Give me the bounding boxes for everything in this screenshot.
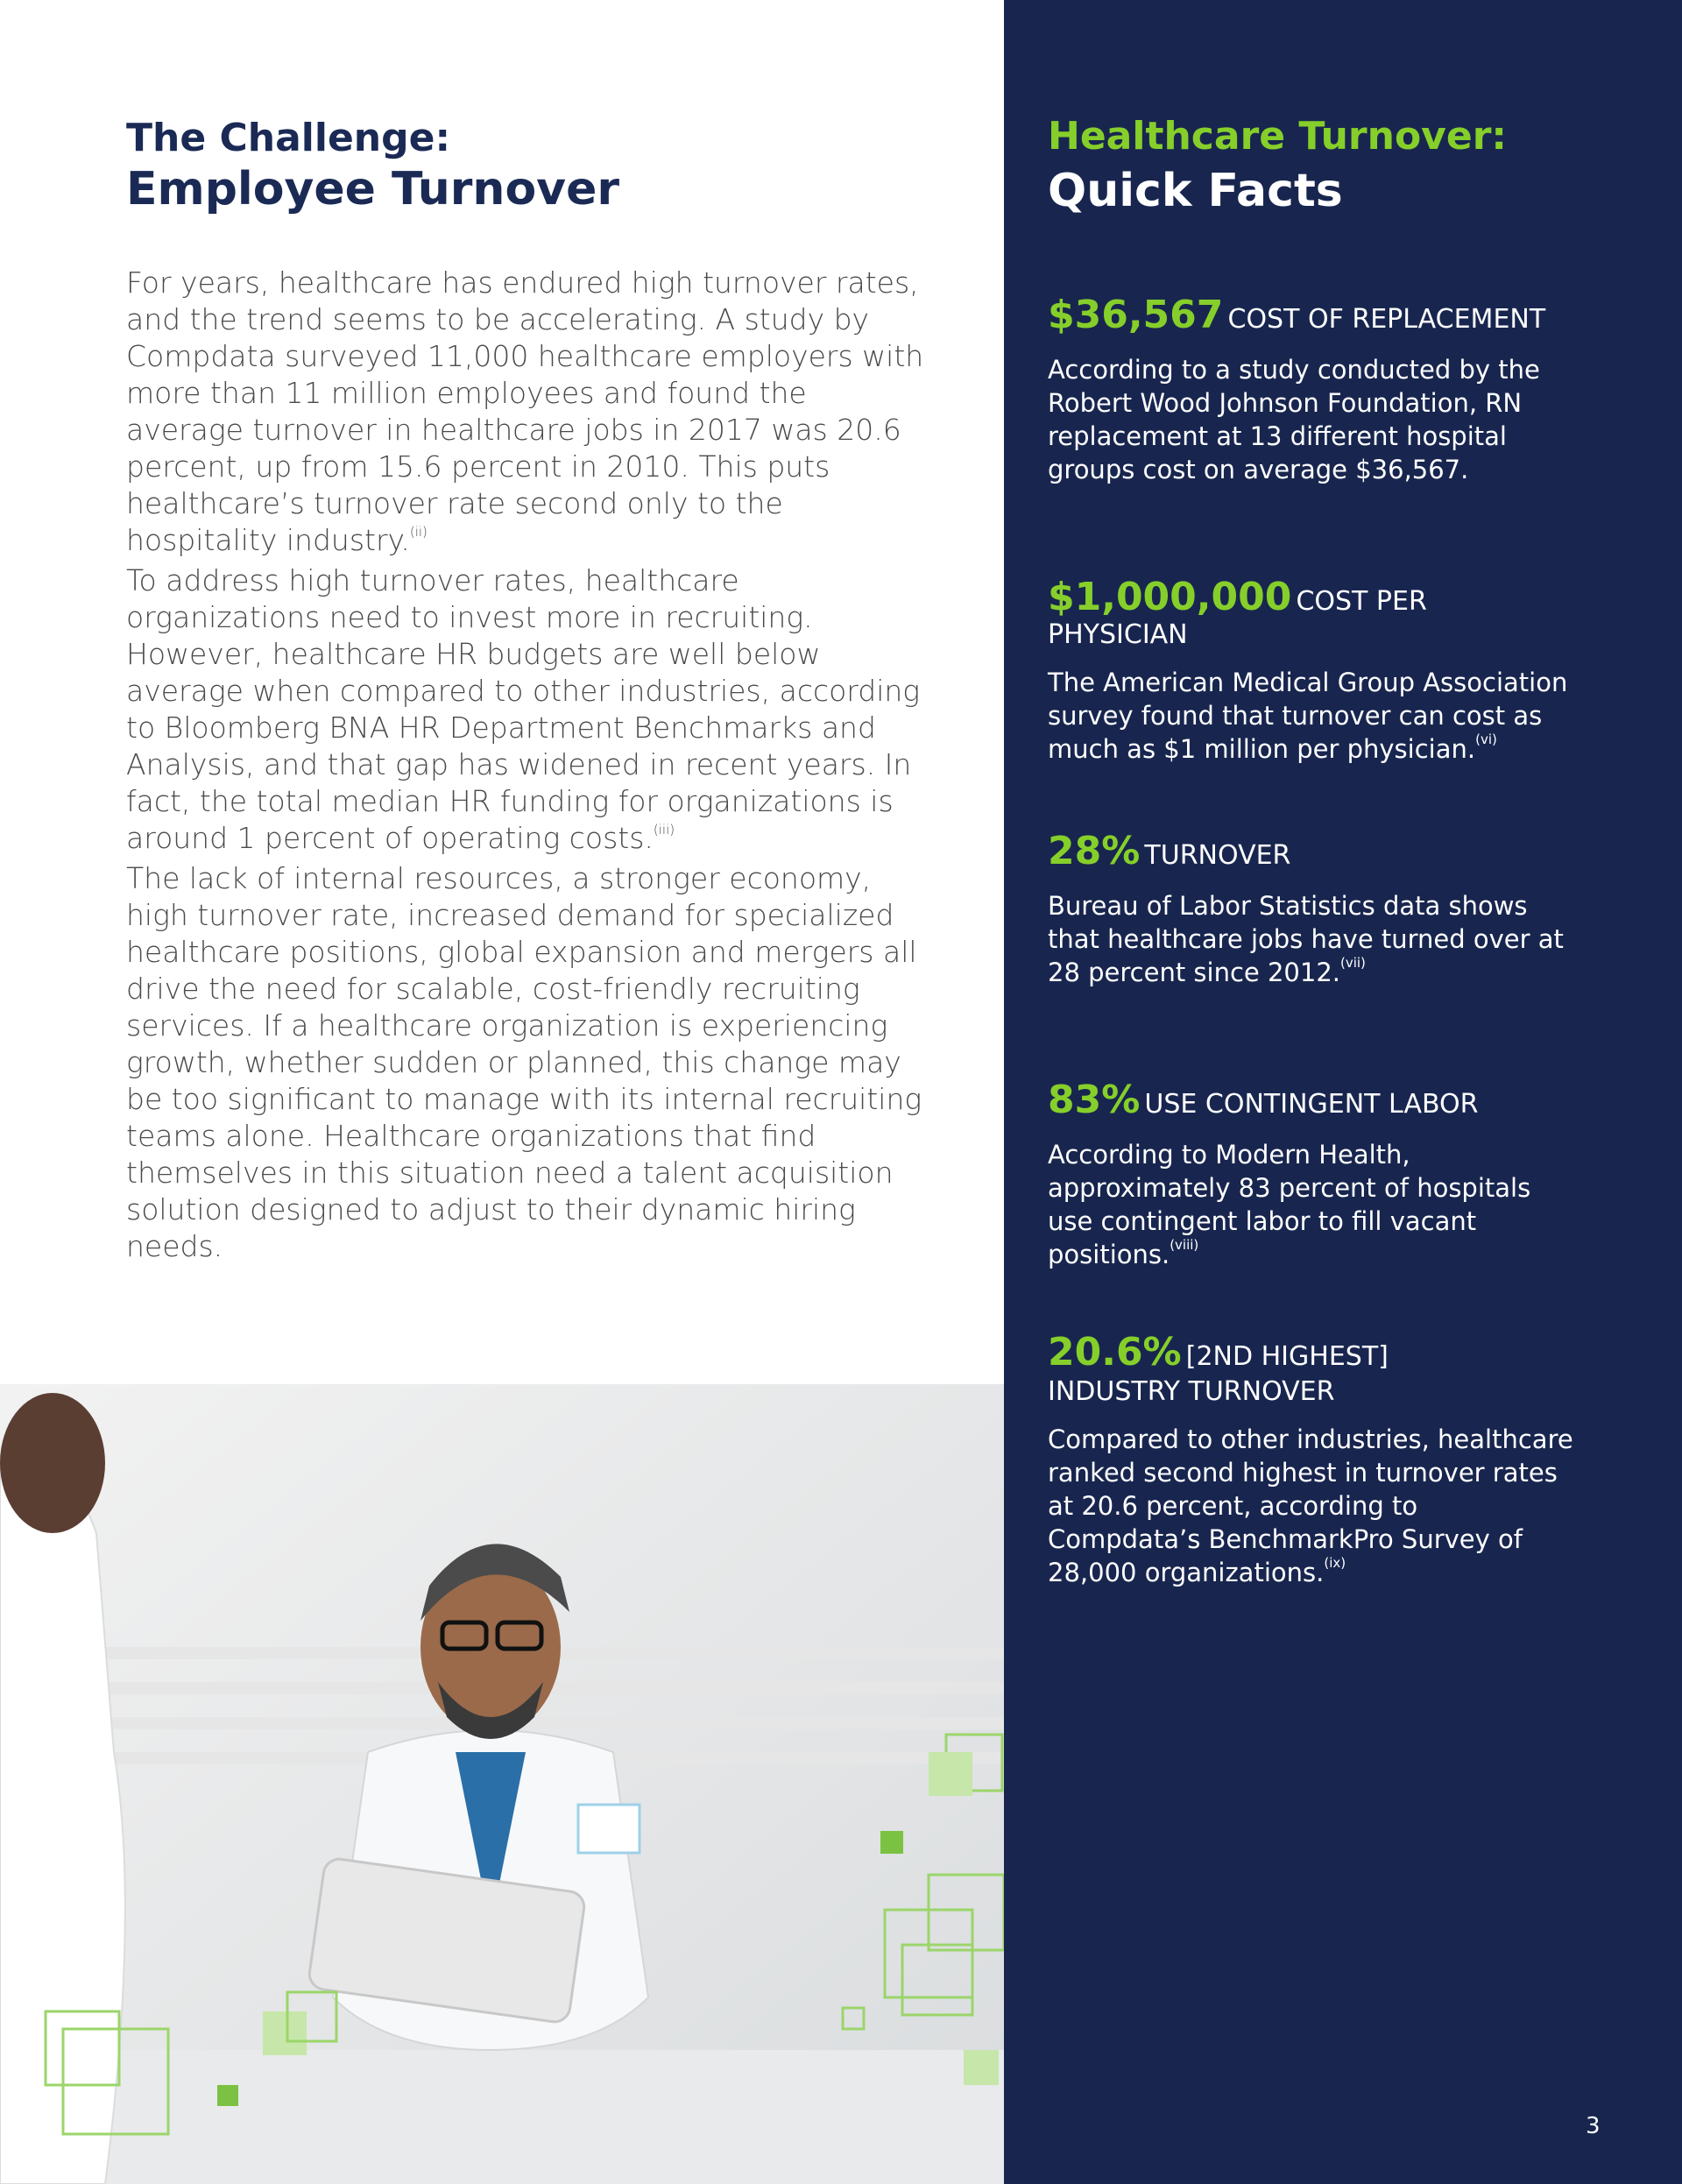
challenge-heading: Employee Turnover <box>126 163 619 216</box>
footnote-ref: (iii) <box>653 822 675 838</box>
footnote-ref: (vi) <box>1475 732 1497 747</box>
fact-text: The American Medical Group Association survey found that turnover can cost as much as $1 million per physician.$^{(vi)}$ <box>1048 668 1568 764</box>
footnote-ref: (viii) <box>1170 1237 1199 1253</box>
paragraph-3: The lack of internal resources, a stronger economy, high turnover rate, increased demand for specialized healthcare positions, global expansion and mergers all drive the need for scalable, cost-friendly recruiting services. If a healthcare organization is experiencing growth, whether sudden or planned, this change may be too significant to manage with its internal recruiting teams alone. Healthcare organizations that find themselves in this situation need a talent acquisition solution designed to adjust to their dynamic hiring needs. <box>126 861 922 1263</box>
fact-text: Compared to other industries, healthcare ranked second highest in turnover rates at 20.6 percent, according to Compdata’s BenchmarkPro Survey of 28,000 organizations.$^{(ix)}$ <box>1048 1424 1573 1587</box>
paragraph-2: To address high turnover rates, healthcare organizations need to invest more in recruiting. However, healthcare HR budgets are well below average when compared to other industries, according to Bloomberg BNA HR Department Benchmarks and Analysis, and that gap has widened in recent years. In fact, the total median HR funding for organizations is around 1 percent of operating costs.$^{(iii)}$ <box>126 563 921 855</box>
quick-facts-heading: Quick Facts <box>1048 165 1343 217</box>
fact-item <box>1048 1330 1573 1589</box>
fact-item <box>1048 575 1573 766</box>
fact-label-line-2: INDUSTRY TURNOVER <box>1048 1376 1335 1407</box>
page-number: 3 <box>1586 2113 1601 2139</box>
quick-facts-subheading: Healthcare Turnover: <box>1048 114 1508 159</box>
fact-item <box>1048 293 1573 486</box>
fact-label: COST OF REPLACEMENT <box>1227 304 1546 335</box>
fact-text: According to a study conducted by the Robert Wood Johnson Foundation, RN replacement at 13 different hospital groups cost on average $36,567. <box>1048 355 1540 484</box>
fact-value: 20.6% <box>1048 1330 1182 1375</box>
fact-label: COST PER PHYSICIAN <box>1048 586 1427 650</box>
fact-text: Bureau of Labor Statistics data shows that healthcare jobs have turned over at 28 percent since 2012.$^{(vii)}$ <box>1048 891 1564 987</box>
fact-item <box>1048 1078 1573 1271</box>
fact-value: 83% <box>1048 1078 1141 1122</box>
fact-item <box>1048 829 1573 989</box>
challenge-subheading: The Challenge: <box>126 116 451 160</box>
footnote-ref: (ii) <box>409 524 428 540</box>
left-column <box>0 0 1004 1384</box>
fact-value: $1,000,000 <box>1048 575 1292 619</box>
footnote-ref: (vii) <box>1339 955 1366 971</box>
fact-label: USE CONTINGENT LABOR <box>1144 1089 1479 1120</box>
doctor-photo <box>0 1384 1004 2184</box>
fact-text: According to Modern Health, approximately 83 percent of hospitals use contingent labor to fill vacant positions.$^{(viii)}$ <box>1048 1140 1531 1269</box>
fact-value: 28% <box>1048 829 1141 873</box>
footnote-ref: (ix) <box>1324 1555 1346 1571</box>
fact-value: $36,567 <box>1048 293 1224 337</box>
fact-label: TURNOVER <box>1144 840 1291 871</box>
fact-label: [2ND HIGHEST] <box>1185 1341 1389 1372</box>
paragraph-1: For years, healthcare has endured high turnover rates, and the trend seems to be accelerating. A study by Compdata surveyed 11,000 healthcare employers with more than 11 million employees and found the average turnover in healthcare jobs in 2017 was 20.6 percent, up from 15.6 percent in 2010. This puts healthcare’s turnover rate second only to the hospitality industry.$^{(ii)}$ <box>126 265 924 557</box>
